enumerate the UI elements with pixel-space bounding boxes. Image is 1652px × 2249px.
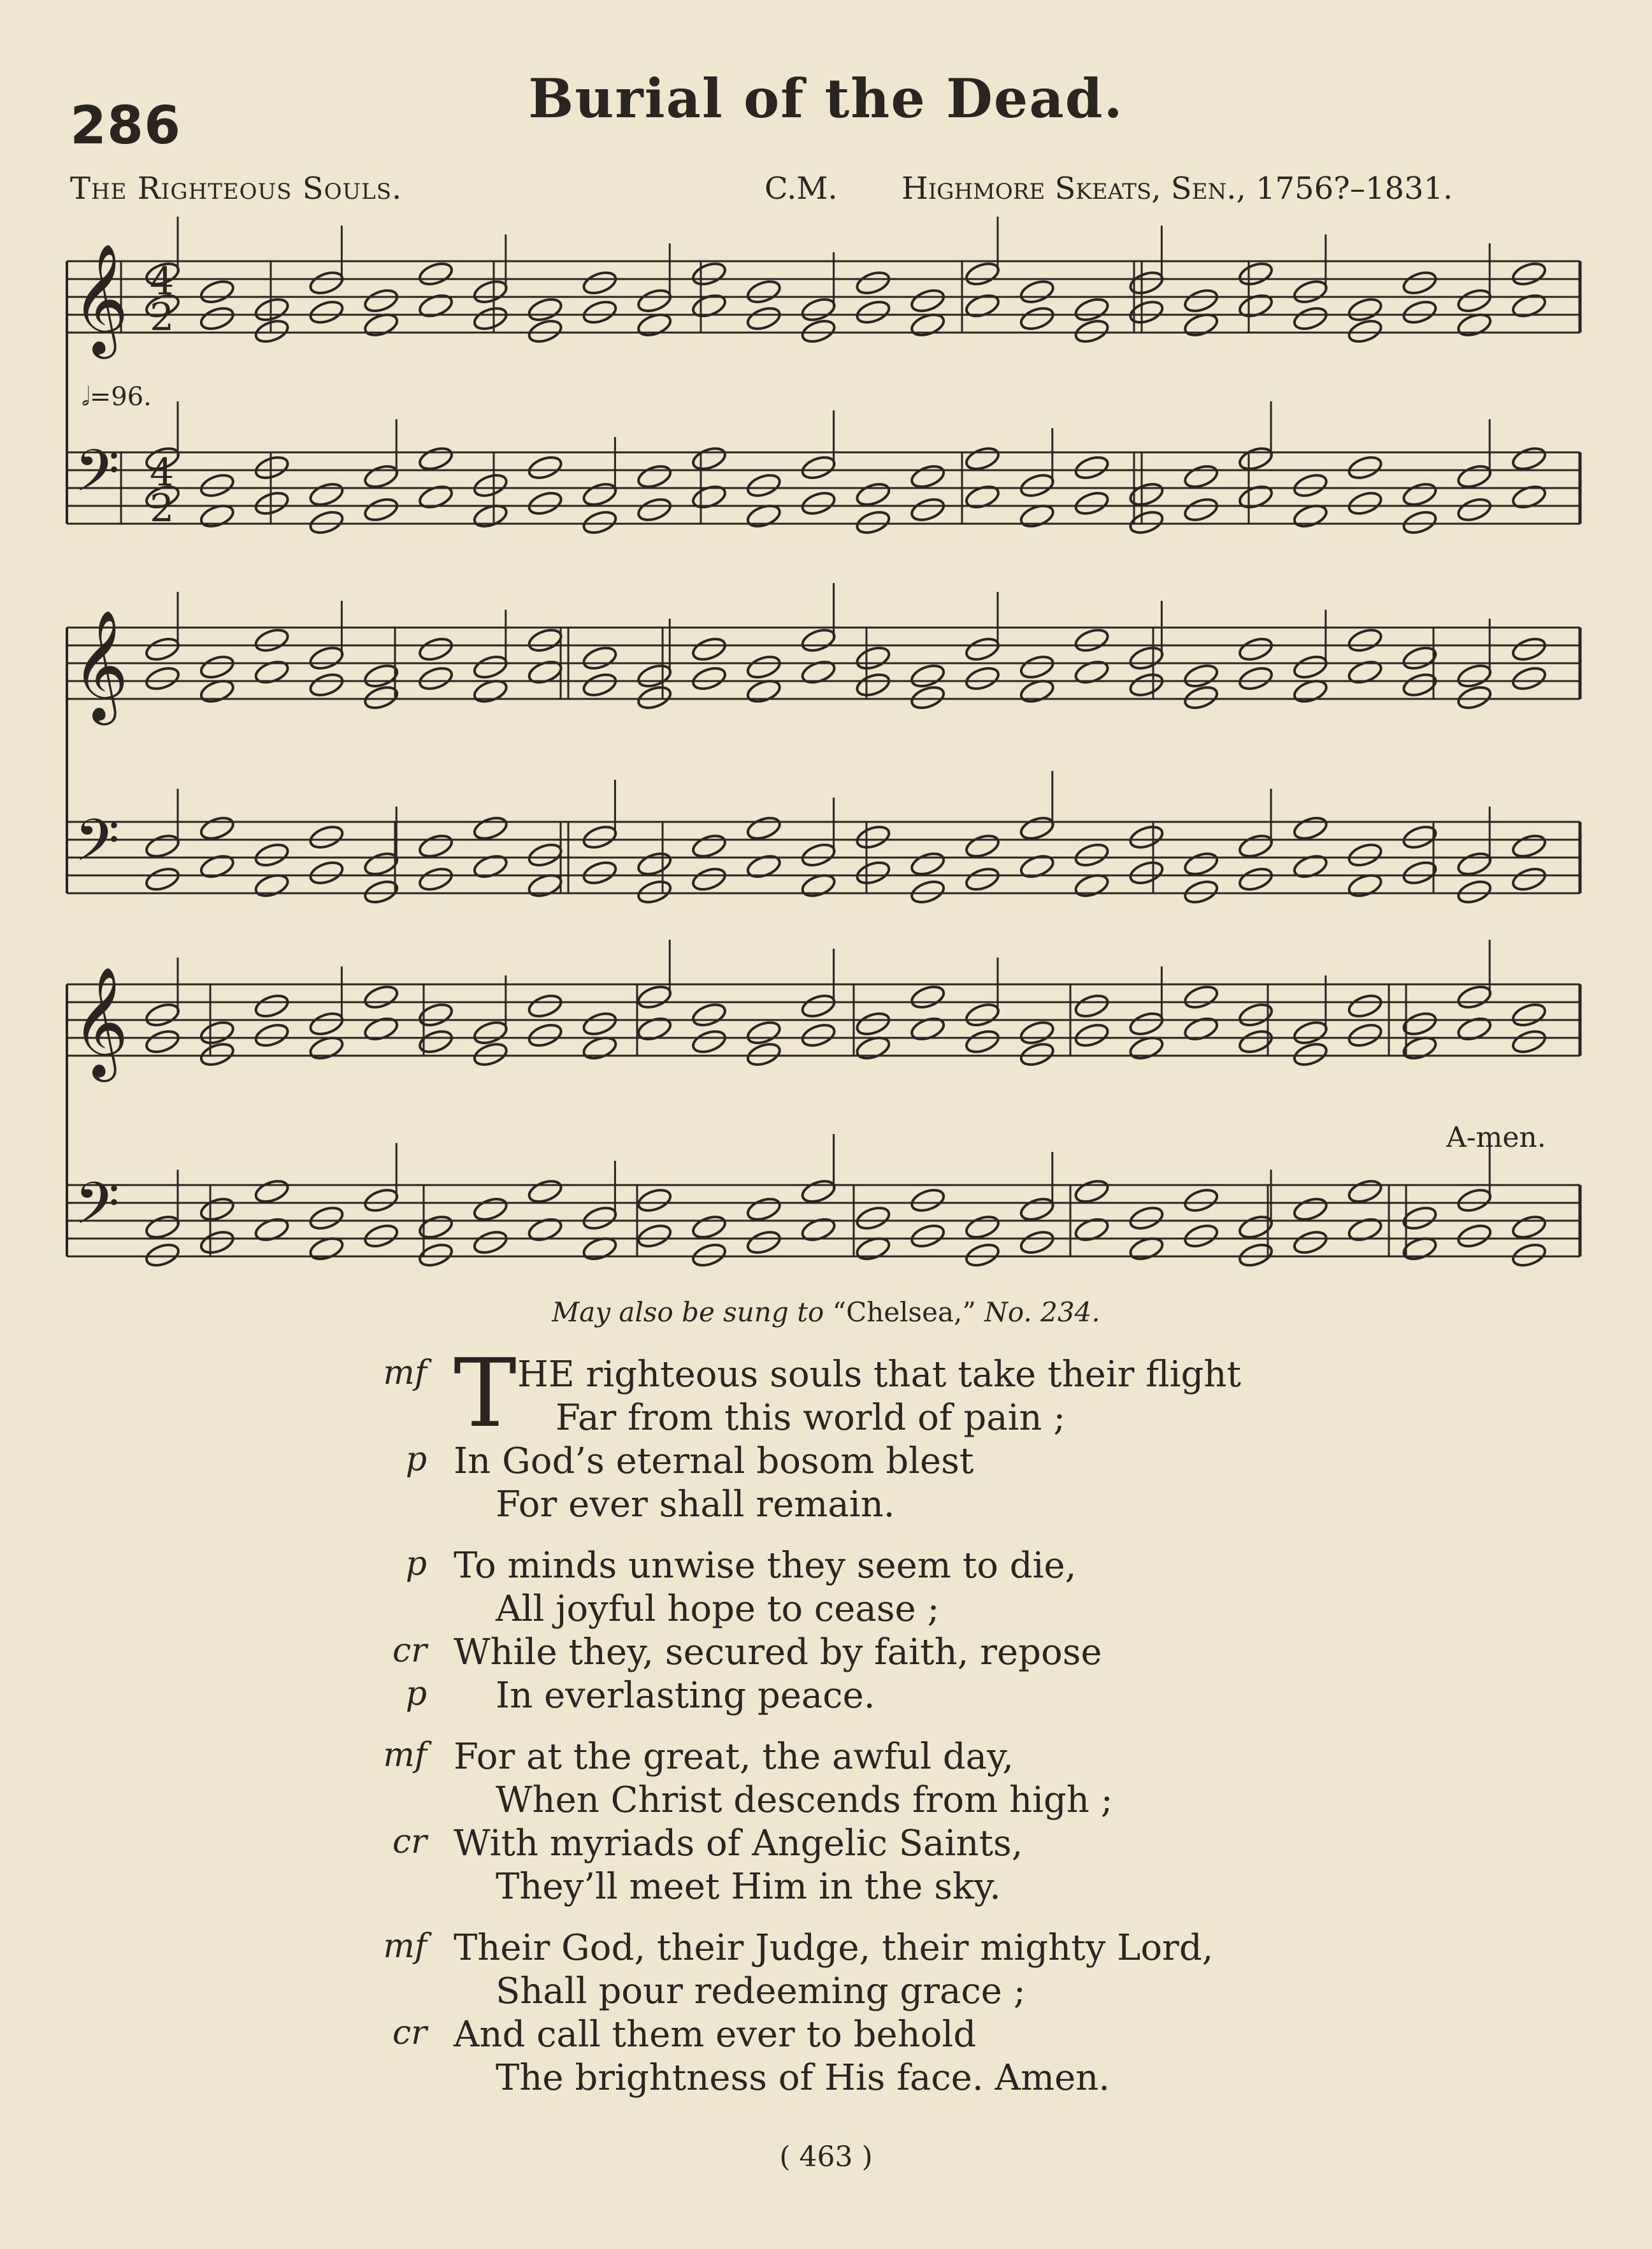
alternate-tune-name: “Chelsea,” [832, 1297, 976, 1328]
note-head [1182, 1222, 1219, 1250]
note-head [308, 859, 345, 887]
note-head [253, 1021, 290, 1049]
note-head [308, 671, 345, 699]
note-head [1019, 1040, 1056, 1068]
note-head [526, 317, 563, 345]
note-head [199, 278, 236, 306]
note-head [1292, 278, 1329, 306]
note-head [1128, 644, 1165, 672]
note-head [691, 1028, 728, 1056]
metronome-value: =96. [89, 382, 152, 412]
note-head [691, 1213, 728, 1241]
note-head [1019, 305, 1056, 333]
note-head [253, 296, 290, 324]
note-head [1073, 1177, 1110, 1205]
dynamic-mark: p [405, 1675, 427, 1713]
note-head [800, 317, 837, 345]
note-head [1182, 983, 1219, 1011]
note-head [199, 471, 236, 499]
note-head [1456, 850, 1493, 878]
note-head [472, 1228, 509, 1256]
verse-line: With myriads of Angelic Saints, [454, 1823, 1023, 1864]
note-head [1292, 814, 1329, 842]
note-head [581, 1010, 618, 1038]
verse-line: For at the great, the awful day, [454, 1736, 1014, 1778]
note-head [581, 823, 618, 851]
note-head [1182, 850, 1219, 878]
note-head [1182, 496, 1219, 524]
note-head [1456, 1186, 1493, 1214]
note-head [417, 635, 454, 663]
note-head [800, 992, 837, 1020]
verse-line: The brightness of His face. Amen. [496, 2057, 1110, 2099]
bass-clef-icon: 𝄢 [75, 1170, 120, 1251]
note-head [1182, 1186, 1219, 1214]
note-head [253, 626, 290, 654]
note-head [144, 832, 181, 860]
note-head [526, 1021, 563, 1049]
note-head [1346, 626, 1383, 654]
note-head [144, 1028, 181, 1056]
note-head [1237, 445, 1274, 473]
note-head [1019, 1195, 1056, 1223]
note-head [308, 480, 345, 508]
alternate-tune-prefix: May also be sung to [552, 1297, 824, 1328]
note-head [1019, 653, 1056, 681]
note-head [1456, 287, 1493, 315]
note-head [1182, 684, 1219, 712]
note-head [1511, 1241, 1548, 1269]
note-head [1073, 317, 1110, 345]
note-head [1128, 1204, 1165, 1232]
verse-line: In everlasting peace. [496, 1675, 875, 1716]
verse-line: HE righteous souls that take their flight [517, 1354, 1241, 1395]
note-head [1073, 1021, 1110, 1049]
note-head [1073, 841, 1110, 869]
note-head [144, 1213, 181, 1241]
note-head [800, 454, 837, 482]
note-head [964, 445, 1001, 473]
note-head [964, 635, 1001, 663]
amen-label: A-men. [1446, 1121, 1546, 1154]
note-head [745, 814, 782, 842]
note-head [472, 471, 509, 499]
dynamic-mark: p [405, 1545, 427, 1583]
note-head [964, 1241, 1001, 1269]
note-head [1292, 1195, 1329, 1223]
note-head [526, 992, 563, 1020]
note-head [199, 1228, 236, 1256]
bass-clef-icon: 𝄢 [75, 437, 120, 519]
note-head [526, 841, 563, 869]
note-head [1128, 823, 1165, 851]
note-head [1511, 445, 1548, 473]
note-head [417, 832, 454, 860]
note-head [1237, 832, 1274, 860]
note-head [363, 463, 399, 491]
note-head [1237, 665, 1274, 693]
note-head [472, 1195, 509, 1223]
verse-line: For ever shall remain. [496, 1484, 895, 1525]
note-head [581, 644, 618, 672]
note-head [363, 1222, 399, 1250]
note-head [199, 814, 236, 842]
note-head [636, 662, 673, 690]
dynamic-mark: mf [383, 1927, 427, 1965]
note-head [964, 1213, 1001, 1241]
note-head [472, 814, 509, 842]
note-head [253, 841, 290, 869]
note-head [199, 1040, 236, 1068]
dynamic-mark: mf [383, 1354, 427, 1392]
note-head [1511, 260, 1548, 288]
note-head [1346, 992, 1383, 1020]
dynamic-mark: cr [392, 1632, 427, 1670]
note-head [1346, 1021, 1383, 1049]
note-head [1073, 454, 1110, 482]
note-head [1073, 626, 1110, 654]
note-head [1456, 496, 1493, 524]
note-head [800, 1177, 837, 1205]
note-head [854, 823, 891, 851]
note-head [1019, 1228, 1056, 1256]
time-signature-top: 4 [150, 259, 175, 304]
note-head [909, 1222, 946, 1250]
note-head [691, 865, 728, 893]
note-head [1128, 1010, 1165, 1038]
note-head [1401, 508, 1438, 536]
note-head [308, 269, 345, 297]
note-head [1511, 1001, 1548, 1029]
note-head [1456, 684, 1493, 712]
note-head [800, 1021, 837, 1049]
alternate-tune-number: No. 234. [984, 1297, 1100, 1328]
note-head [1346, 1177, 1383, 1205]
note-head [144, 1241, 181, 1269]
note-head [526, 626, 563, 654]
note-head [964, 665, 1001, 693]
note-head [636, 850, 673, 878]
tune-meter: C.M. [765, 171, 838, 206]
note-head [854, 298, 891, 326]
note-head [854, 269, 891, 297]
note-head [363, 983, 399, 1011]
tune-name: The Righteous Souls. [70, 171, 403, 206]
note-head [800, 489, 837, 517]
note-head [1292, 305, 1329, 333]
note-head [745, 471, 782, 499]
metronome-mark [82, 382, 152, 412]
note-head [800, 296, 837, 324]
note-head [1073, 992, 1110, 1020]
note-head [745, 1228, 782, 1256]
note-head [691, 1241, 728, 1269]
note-head [691, 665, 728, 693]
note-head [1292, 1019, 1329, 1047]
note-head [199, 653, 236, 681]
note-head [1511, 865, 1548, 893]
note-head [854, 480, 891, 508]
note-head [526, 489, 563, 517]
note-head [144, 865, 181, 893]
note-head [745, 1195, 782, 1223]
note-head [308, 298, 345, 326]
note-head [253, 317, 290, 345]
note-head [472, 1019, 509, 1047]
note-head [691, 832, 728, 860]
verse-line: Far from this world of pain ; [556, 1397, 1066, 1439]
note-head [253, 1177, 290, 1205]
note-head [581, 269, 618, 297]
note-head [909, 878, 946, 906]
note-head [526, 296, 563, 324]
note-head [253, 454, 290, 482]
note-head [800, 841, 837, 869]
note-head [1511, 1213, 1548, 1241]
note-head [964, 832, 1001, 860]
note-head [199, 1195, 236, 1223]
note-head [745, 1040, 782, 1068]
note-head [909, 496, 946, 524]
note-head [472, 278, 509, 306]
verse-line: Their God, their Judge, their mighty Lord, [454, 1927, 1214, 1969]
note-head [1182, 662, 1219, 690]
note-head [745, 1019, 782, 1047]
note-head [854, 508, 891, 536]
note-head [1237, 635, 1274, 663]
note-head [581, 1204, 618, 1232]
note-head [636, 684, 673, 712]
tune-composer: Highmore Skeats, Sen., 1756?–1831. [901, 171, 1453, 206]
note-head [854, 644, 891, 672]
dynamic-mark: cr [392, 2014, 427, 2052]
note-head [1456, 463, 1493, 491]
note-head [964, 260, 1001, 288]
note-head [909, 850, 946, 878]
note-head [308, 1204, 345, 1232]
treble-clef-icon: 𝄞 [72, 243, 129, 354]
note-head [144, 665, 181, 693]
verse-line: Shall pour redeeming grace ; [496, 1971, 1026, 2012]
note-head [636, 1222, 673, 1250]
note-head [1073, 489, 1110, 517]
drop-cap: T [454, 1339, 517, 1448]
verse-line: And call them ever to behold [454, 2014, 977, 2055]
note-head [964, 1001, 1001, 1029]
note-head [1346, 317, 1383, 345]
note-head [1456, 878, 1493, 906]
note-head [363, 1186, 399, 1214]
note-head [854, 859, 891, 887]
note-head [308, 823, 345, 851]
note-head [581, 480, 618, 508]
dynamic-mark: cr [392, 1823, 427, 1861]
time-signature-bottom: 2 [150, 295, 175, 340]
note-head [854, 1204, 891, 1232]
note-head [1073, 296, 1110, 324]
note-head [1292, 653, 1329, 681]
note-head [417, 445, 454, 473]
note-head [1292, 1228, 1329, 1256]
note-head [1019, 471, 1056, 499]
verse-line: In God’s eternal bosom blest [454, 1441, 974, 1482]
note-head [964, 865, 1001, 893]
note-head [472, 1040, 509, 1068]
note-head [636, 983, 673, 1011]
note-head [1128, 859, 1165, 887]
note-head [909, 287, 946, 315]
note-head [363, 287, 399, 315]
verse-line: They’ll meet Him in the sky. [496, 1866, 1001, 1908]
note-head [253, 992, 290, 1020]
note-head [526, 1177, 563, 1205]
note-head [909, 463, 946, 491]
note-head [144, 1001, 181, 1029]
note-head [1019, 1019, 1056, 1047]
note-head [1019, 814, 1056, 842]
note-head [636, 463, 673, 491]
note-head [1237, 260, 1274, 288]
note-head [691, 445, 728, 473]
note-head [581, 859, 618, 887]
note-head [1511, 832, 1548, 860]
note-head [1019, 278, 1056, 306]
note-head [636, 878, 673, 906]
note-head [472, 653, 509, 681]
verse-line: All joyful hope to cease ; [496, 1588, 940, 1630]
note-head [909, 684, 946, 712]
alternate-tune-note [0, 1297, 1652, 1328]
note-head [308, 1010, 345, 1038]
note-head [1346, 454, 1383, 482]
note-head [1346, 296, 1383, 324]
note-head [199, 1019, 236, 1047]
note-head [691, 635, 728, 663]
note-head [1346, 841, 1383, 869]
note-head [691, 1001, 728, 1029]
note-head [1511, 1028, 1548, 1056]
note-head [1237, 865, 1274, 893]
note-head [1128, 671, 1165, 699]
note-head [1456, 662, 1493, 690]
treble-clef-icon: 𝄞 [72, 966, 129, 1077]
note-head [581, 298, 618, 326]
time-signature-bottom: 2 [150, 486, 175, 531]
note-head [1401, 480, 1438, 508]
note-head [417, 260, 454, 288]
note-head [1511, 635, 1548, 663]
note-head [854, 1010, 891, 1038]
note-head [1346, 489, 1383, 517]
note-head [909, 662, 946, 690]
note-head [745, 653, 782, 681]
page-number: ( 463 ) [779, 2141, 873, 2173]
dynamic-mark: mf [383, 1736, 427, 1774]
bass-clef-icon: 𝄢 [75, 807, 120, 888]
note-head [1182, 878, 1219, 906]
verse-line: To minds unwise they seem to die, [454, 1545, 1077, 1586]
note-head [308, 508, 345, 536]
note-head [636, 287, 673, 315]
note-head [308, 644, 345, 672]
note-head [581, 508, 618, 536]
note-head [636, 496, 673, 524]
note-head [253, 489, 290, 517]
note-head [909, 1186, 946, 1214]
note-head [363, 496, 399, 524]
note-head [472, 305, 509, 333]
note-head [199, 305, 236, 333]
half-note-icon: 𝅗𝅥 [82, 382, 90, 412]
note-head [1401, 269, 1438, 297]
note-head [417, 665, 454, 693]
note-head [1401, 298, 1438, 326]
note-head [144, 635, 181, 663]
note-head [1292, 1040, 1329, 1068]
note-head [1456, 983, 1493, 1011]
note-head [964, 1028, 1001, 1056]
note-head [800, 626, 837, 654]
time-signature-top: 4 [150, 450, 175, 495]
hymn-number: 286 [70, 96, 182, 156]
note-head [1511, 665, 1548, 693]
verse-line: While they, secured by faith, repose [454, 1632, 1102, 1673]
note-head [909, 983, 946, 1011]
section-title: Burial of the Dead. [528, 67, 1124, 130]
note-head [1292, 471, 1329, 499]
dynamic-mark: p [405, 1441, 427, 1479]
note-head [1456, 1222, 1493, 1250]
note-head [691, 260, 728, 288]
note-head [636, 1186, 673, 1214]
note-head [854, 671, 891, 699]
treble-clef-icon: 𝄞 [72, 610, 129, 721]
note-head [745, 305, 782, 333]
note-head [745, 278, 782, 306]
note-head [526, 454, 563, 482]
note-head [417, 865, 454, 893]
note-head [1182, 463, 1219, 491]
note-head [581, 671, 618, 699]
verse-line: When Christ descends from high ; [496, 1779, 1113, 1821]
note-head [1182, 287, 1219, 315]
